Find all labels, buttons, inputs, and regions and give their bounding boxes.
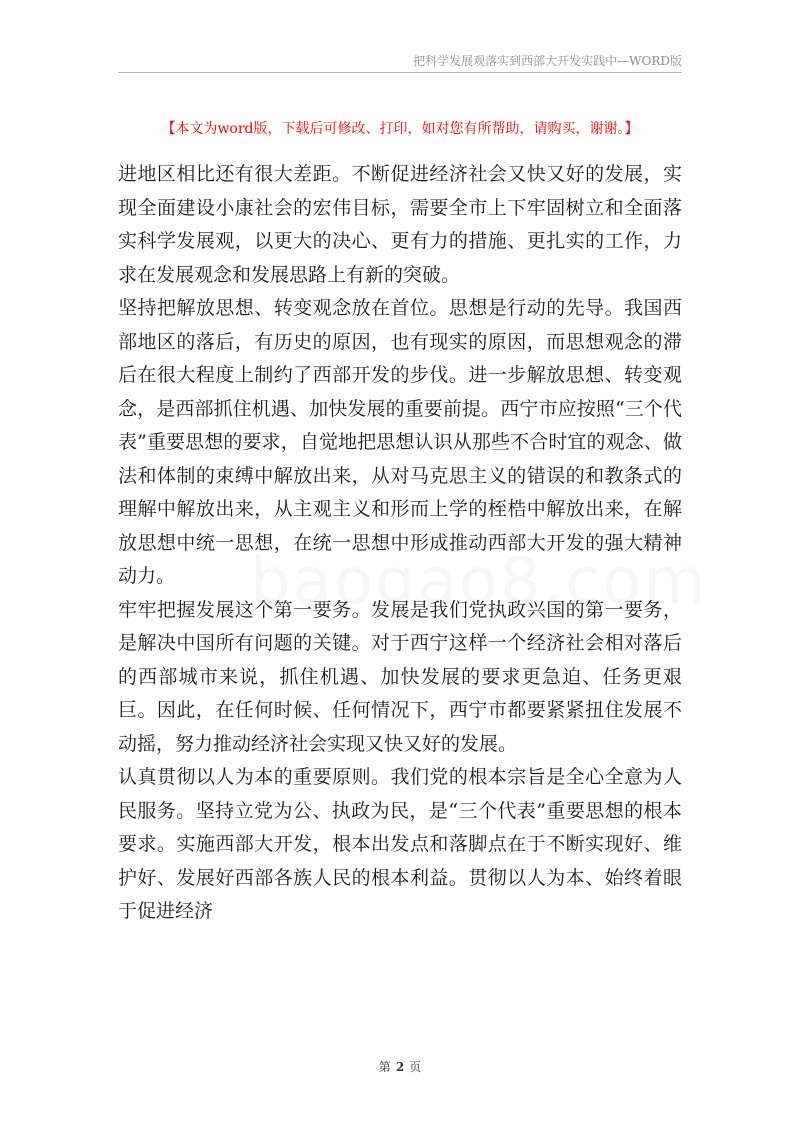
download-notice: 【本文为word版，下载后可修改、打印，如对您有所帮助，请购买，谢谢。】 (161, 121, 639, 137)
page-footer (0, 1058, 800, 1075)
paragraph-2: 坚持把解放思想、转变观念放在首位。思想是行动的先导。我国西部地区的落后，有历史的原因，也有现实的原因，而思想观念的滞后在很大程度上制约了西部开发的步伐。进一步解放思想、转变观念，是西部抓住机遇、加快发展的重要前提。西宁市应按照“三个代表”重要思想的要求，自觉地把思想认识从那些不合时宜的观念、做法和体制的束缚中解放出来，从对马克思主义的错误的和教条式的理解中解放出来，从主观主义和形而上学的桎梏中解放出来，在解放思想中统一思想，在统一思想中形成推动西部大开发的强大精神动力。 (118, 297, 682, 587)
document-body (118, 158, 682, 929)
header-title: 把科学发展观落实到西部大开发实践中—WORD版 (413, 54, 682, 68)
paragraph-1: 进地区相比还有很大差距。不断促进经济社会又快又好的发展，实现全面建设小康社会的宏伟目标，需要全市上下牢固树立和全面落实科学发展观，以更大的决心、更有力的措施、更扎实的工作，力求在发展观念和发展思路上有新的突破。 (118, 163, 682, 286)
footer-prefix: 第 (378, 1060, 391, 1074)
paragraph-3: 牢牢把握发展这个第一要务。发展是我们党执政兴国的第一要务，是解决中国所有问题的关键。对于西宁这样一个经济社会相对落后的西部城市来说，抓住机遇、加快发展的要求更急迫、任务更艰巨。因此，在任何时候、任何情况下，西宁市都要紧紧扭住发展不动摇，努力推动经济社会实现又快又好的发展。 (118, 598, 682, 755)
footer-suffix: 页 (409, 1060, 422, 1074)
page-header (118, 50, 682, 73)
page-number: 2 (395, 1060, 405, 1074)
paragraph-4: 认真贯彻以人为本的重要原则。我们党的根本宗旨是全心全意为人民服务。坚持立党为公、执政为民，是“三个代表”重要思想的根本要求。实施西部大开发，根本出发点和落脚点在于不断实现好、维护好、发展好西部各族人民的根本利益。贯彻以人为本、始终着眼于促进经济 (118, 766, 682, 922)
